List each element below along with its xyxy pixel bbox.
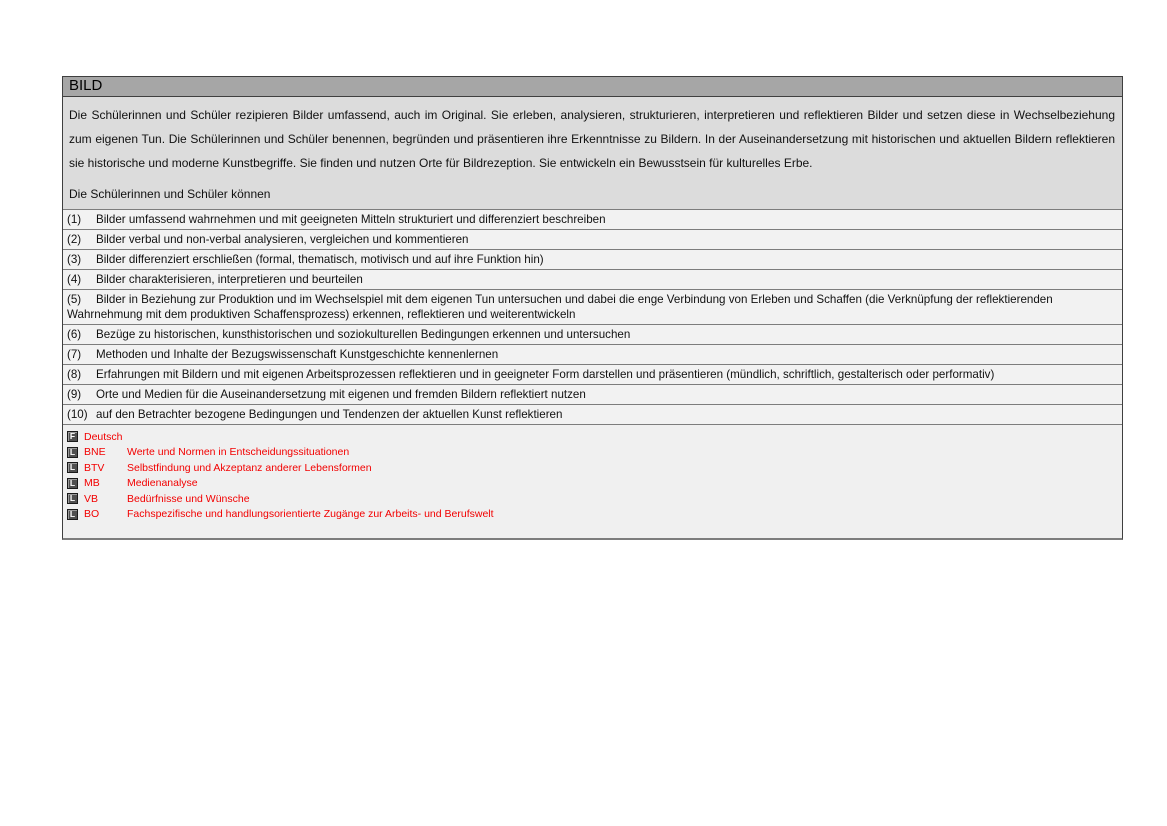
reference-row-bne <box>67 445 1117 461</box>
competency-number: (6) <box>67 328 82 341</box>
reference-code[interactable]: VB <box>84 492 99 505</box>
reference-code[interactable]: MB <box>84 477 100 490</box>
competency-row-1 <box>63 209 1122 229</box>
competency-number: (9) <box>67 388 82 401</box>
table-title: BILD <box>63 77 1122 97</box>
competency-number: (7) <box>67 348 82 361</box>
reference-label[interactable]: Bedürfnisse und Wünsche <box>127 492 250 505</box>
intro-section <box>63 97 1122 209</box>
reference-row-mb <box>67 476 1117 492</box>
competency-row-2 <box>63 229 1122 249</box>
competency-text: Bilder umfassend wahrnehmen und mit geeigneten Mitteln strukturiert und differenziert beschreiben <box>96 213 606 226</box>
reference-label[interactable]: Selbstfindung und Akzeptanz anderer Lebensformen <box>127 461 372 474</box>
competency-row-4 <box>63 269 1122 289</box>
competency-number: (8) <box>67 368 82 381</box>
reference-label[interactable]: Medienanalyse <box>127 477 198 490</box>
competency-number: (2) <box>67 233 82 246</box>
leitperspektive-reference-icon: L <box>67 478 78 489</box>
references-section <box>63 424 1122 538</box>
competency-text: auf den Betrachter bezogene Bedingungen und Tendenzen der aktuellen Kunst reflektieren <box>96 408 563 421</box>
competency-number: (3) <box>67 253 82 266</box>
competency-text: Bilder differenziert erschließen (formal, thematisch, motivisch und auf ihre Funktion hin) <box>96 253 544 266</box>
leitperspektive-reference-icon: L <box>67 509 78 520</box>
reference-row-btv <box>67 460 1117 476</box>
competency-row-7 <box>63 344 1122 364</box>
reference-row-deutsch <box>67 429 1117 445</box>
reference-code[interactable]: BNE <box>84 446 106 459</box>
competency-row-6 <box>63 324 1122 344</box>
competency-row-8 <box>63 364 1122 384</box>
leitperspektive-reference-icon: L <box>67 493 78 504</box>
competency-text: Bezüge zu historischen, kunsthistorischen und soziokulturellen Bedingungen erkennen und untersuchen <box>96 328 631 341</box>
intro-lead: Die Schülerinnen und Schüler können <box>69 187 271 201</box>
fach-reference-icon: F <box>67 431 78 442</box>
competency-number: (10) <box>67 408 88 421</box>
reference-code[interactable]: BO <box>84 508 100 521</box>
competency-number: (1) <box>67 213 82 226</box>
reference-row-bo <box>67 507 1117 523</box>
competency-row-3 <box>63 249 1122 269</box>
competency-row-10 <box>63 404 1122 424</box>
intro-paragraph: Die Schülerinnen und Schüler rezipieren Bilder umfassend, auch im Original. Sie erleben, analysieren, strukturieren, interpretieren und reflektieren Bilder und setzen diese in Wechselbeziehung zum eigenen Tun. Die Schülerinnen und Schüler benennen, begründen und präsentieren ihre Erkenntnisse zu Bildern. In der Auseinandersetzung mit historischen und aktuellen Bildern reflektieren sie historische und moderne Kunstbegriffe. Sie finden und nutzen Orte für Bildrezeption. Sie entwickeln ein Bewusstsein für kulturelles Erbe. <box>69 108 1115 170</box>
bild-competency-table <box>62 76 1123 540</box>
competency-text: Orte und Medien für die Auseinandersetzung mit eigenen und fremden Bildern reflektiert nutzen <box>96 388 586 401</box>
competency-text: Bilder verbal und non-verbal analysieren, vergleichen und kommentieren <box>96 233 469 246</box>
reference-label[interactable]: Werte und Normen in Entscheidungssituationen <box>127 446 350 459</box>
competency-row-9 <box>63 384 1122 404</box>
reference-code[interactable]: BTV <box>84 461 105 474</box>
competency-text: Erfahrungen mit Bildern und mit eigenen Arbeitsprozessen reflektieren und in geeigneter Form darstellen und präsentieren (mündlich, schriftlich, gestalterisch oder performativ) <box>96 368 995 381</box>
reference-code[interactable]: Deutsch <box>84 430 123 443</box>
competency-text: Bilder charakterisieren, interpretieren und beurteilen <box>96 273 363 286</box>
competency-row-5 <box>63 289 1122 324</box>
reference-row-vb <box>67 491 1117 507</box>
reference-label[interactable]: Fachspezifische und handlungsorientierte Zugänge zur Arbeits- und Berufswelt <box>127 508 494 521</box>
competency-text: Methoden und Inhalte der Bezugswissenschaft Kunstgeschichte kennenlernen <box>96 348 499 361</box>
competency-number: (4) <box>67 273 82 286</box>
leitperspektive-reference-icon: L <box>67 462 78 473</box>
competency-number: (5) <box>67 293 82 306</box>
leitperspektive-reference-icon: L <box>67 447 78 458</box>
competency-text: Bilder in Beziehung zur Produktion und im Wechselspiel mit dem eigenen Tun untersuchen und dabei die enge Verbindung von Erleben und Schaffen (die Verknüpfung der reflektierenden Wahrnehmung mit dem produktiven Schaffensprozess) erkennen, reflektieren und weiterentwickeln <box>67 293 1053 321</box>
